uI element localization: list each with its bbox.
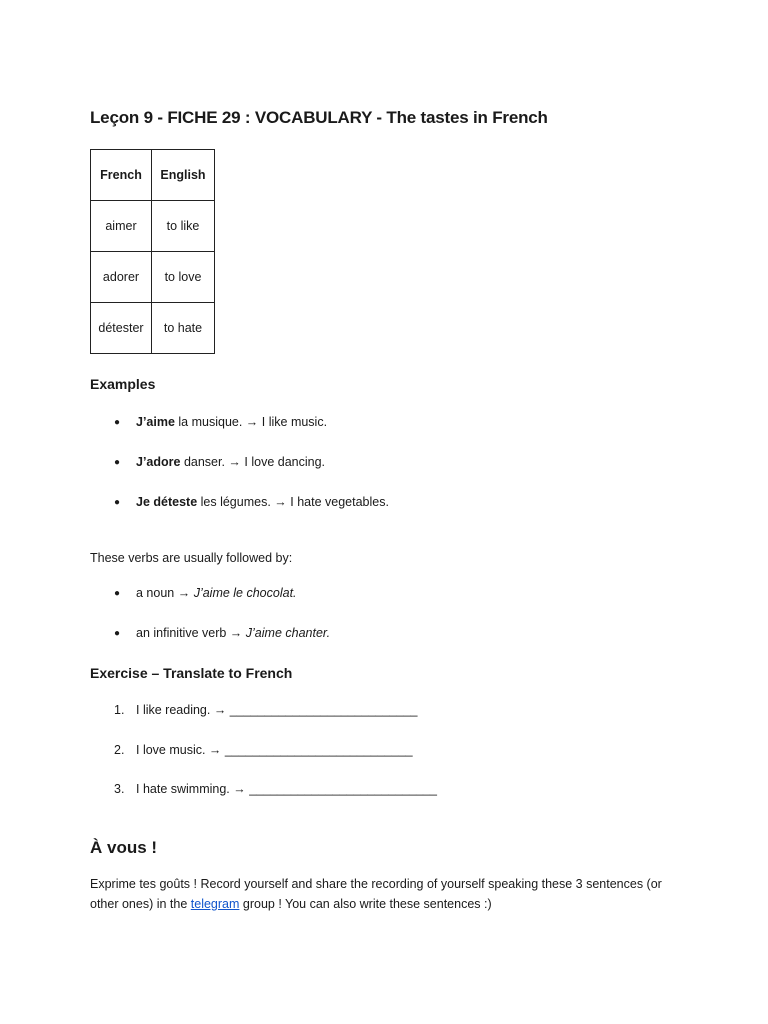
- table-row: [91, 201, 215, 252]
- table-row: [91, 303, 215, 354]
- exercise-number: 3.: [114, 782, 125, 796]
- usage-text: an infinitive verb →: [136, 626, 246, 640]
- exercise-item: [114, 782, 437, 796]
- bullet-icon: ●: [114, 417, 121, 428]
- example-french-verb: J’aime: [136, 415, 175, 429]
- list-item: [114, 455, 325, 469]
- a-vous-heading: À vous !: [90, 838, 158, 857]
- table-cell-french: détester: [91, 303, 152, 354]
- bullet-icon: ●: [114, 588, 121, 599]
- bullet-icon: ●: [114, 497, 121, 508]
- vocabulary-table: [90, 149, 215, 354]
- table-header-row: [91, 150, 215, 201]
- a-vous-text-after: group ! You can also write these sentences :): [239, 897, 492, 911]
- telegram-link[interactable]: telegram: [190, 897, 240, 911]
- exercise-item: [114, 743, 413, 757]
- exercise-number: 2.: [114, 743, 125, 757]
- table-header-french: French: [91, 150, 152, 201]
- bullet-icon: ●: [114, 628, 121, 639]
- exercise-text: I hate swimming. → ___________________________: [136, 782, 437, 796]
- exercise-text: I like reading. → ___________________________: [136, 703, 418, 717]
- example-french-verb: J’adore: [136, 455, 181, 469]
- a-vous-text-before: Exprime tes goûts ! Record yourself and share the recording of yourself speaking these 3 sentences (or other ones) in the: [90, 877, 662, 911]
- list-item: [114, 626, 330, 640]
- table-cell-english: to like: [152, 201, 215, 252]
- usage-intro: These verbs are usually followed by:: [90, 551, 293, 565]
- table-cell-english: to love: [152, 252, 215, 303]
- table-cell-english: to hate: [152, 303, 215, 354]
- usage-example: J’aime le chocolat.: [193, 586, 297, 600]
- table-header-english: English: [152, 150, 215, 201]
- bullet-icon: ●: [114, 457, 121, 468]
- list-item: [114, 495, 389, 509]
- example-french-verb: Je déteste: [136, 495, 198, 509]
- page-title: Leçon 9 - FICHE 29 : VOCABULARY - The tastes in French: [90, 108, 548, 127]
- a-vous-paragraph: [90, 874, 680, 914]
- example-sentence: la musique. → I like music.: [174, 415, 328, 429]
- example-sentence: les légumes. → I hate vegetables.: [197, 495, 389, 509]
- exercise-heading: Exercise – Translate to French: [90, 665, 293, 681]
- usage-example: J’aime chanter.: [245, 626, 331, 640]
- list-item: [114, 586, 297, 600]
- examples-heading: Examples: [90, 376, 156, 392]
- table-row: [91, 252, 215, 303]
- example-sentence: danser. → I love dancing.: [180, 455, 325, 469]
- exercise-text: I love music. → ___________________________: [136, 743, 413, 757]
- table-cell-french: aimer: [91, 201, 152, 252]
- exercise-item: [114, 703, 418, 717]
- exercise-number: 1.: [114, 703, 125, 717]
- usage-text: a noun →: [136, 586, 194, 600]
- table-cell-french: adorer: [91, 252, 152, 303]
- list-item: [114, 415, 327, 429]
